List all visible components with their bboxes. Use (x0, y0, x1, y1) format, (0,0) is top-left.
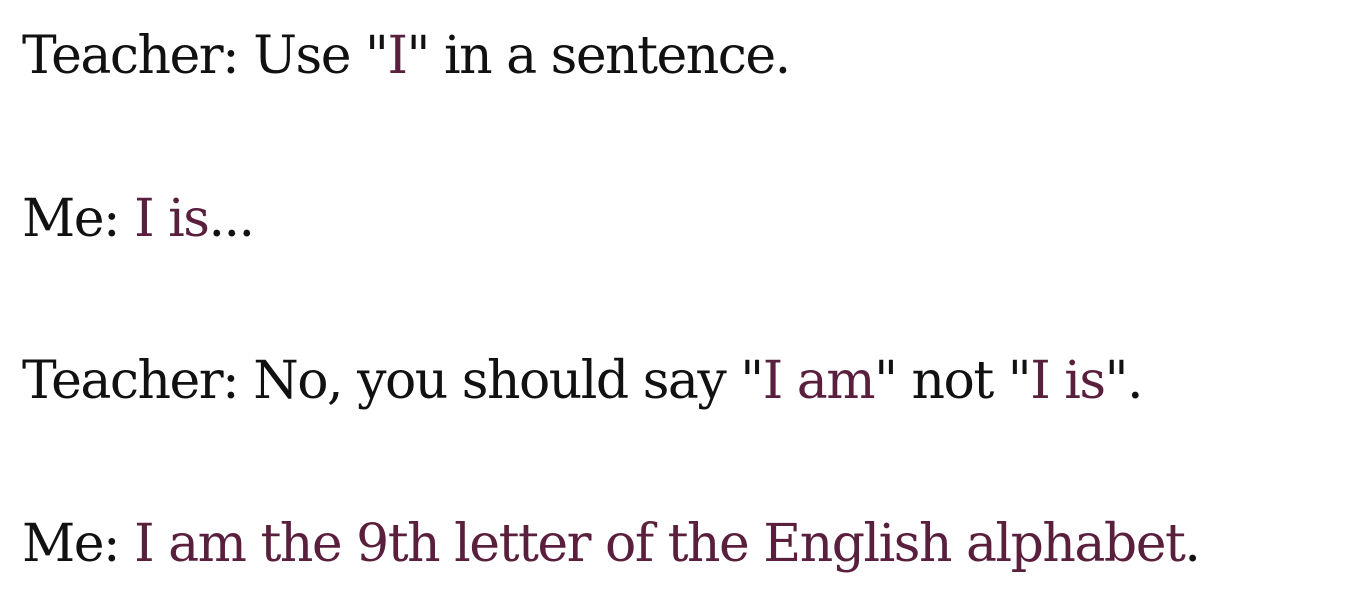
dialogue-line-me-punchline (22, 514, 1200, 574)
dialogue-text: ". (1104, 351, 1143, 411)
speaker-label: Me: (22, 189, 120, 249)
dialogue-text: " not " (874, 351, 1031, 411)
highlighted-text: I is (1030, 351, 1105, 411)
highlighted-text: I am (762, 351, 875, 411)
dialogue-text: ... (208, 189, 254, 249)
dialogue-text: . (1184, 514, 1200, 574)
highlighted-text: I is (134, 189, 209, 249)
dialogue-line-teacher-prompt (22, 26, 790, 86)
dialogue-text: No, you should say " (238, 351, 763, 411)
dialogue-line-me-first-answer (22, 189, 254, 249)
speaker-label: Teacher: (22, 26, 239, 86)
dialogue-text (119, 514, 134, 574)
speaker-label: Teacher: (22, 351, 239, 411)
highlighted-text: I (387, 26, 407, 86)
dialogue-text: " in a sentence. (406, 26, 790, 86)
dialogue-text (119, 189, 134, 249)
dialogue-text: Use " (238, 26, 388, 86)
speaker-label: Me: (22, 514, 120, 574)
dialogue-line-teacher-correction (22, 351, 1143, 411)
highlighted-text: I am the 9th letter of the English alphabet (134, 514, 1185, 574)
